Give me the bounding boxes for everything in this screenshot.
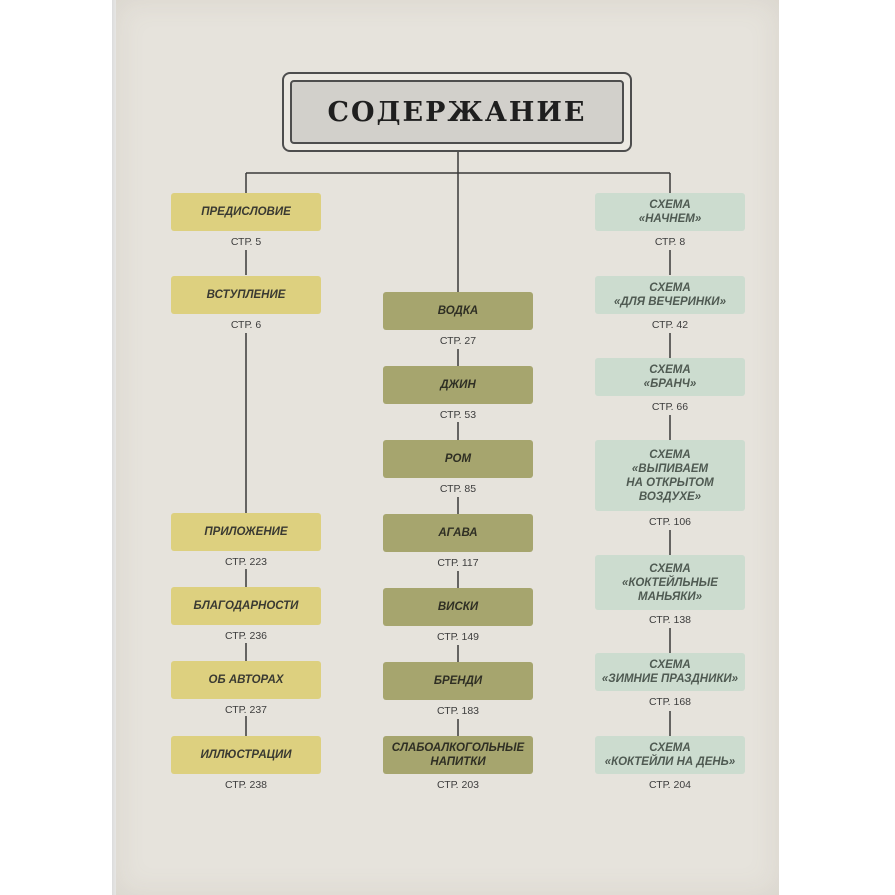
- toc-item-appendix[interactable]: ПРИЛОЖЕНИЕ: [171, 513, 321, 551]
- toc-item-about-authors[interactable]: ОБ АВТОРАХ: [171, 661, 321, 699]
- toc-page-number: СТР. 168: [648, 696, 692, 708]
- toc-page-number: СТР. 42: [651, 319, 689, 331]
- toc-page-number: СТР. 204: [648, 779, 692, 791]
- toc-page-number: СТР. 238: [224, 779, 268, 791]
- toc-page-number: СТР. 106: [648, 516, 692, 528]
- title-frame: [282, 72, 632, 152]
- toc-item-introduction[interactable]: ВСТУПЛЕНИЕ: [171, 276, 321, 314]
- toc-scheme-lets-start[interactable]: СХЕМА «НАЧНЕМ»: [595, 193, 745, 231]
- toc-item-whisky[interactable]: ВИСКИ: [383, 588, 533, 626]
- toc-item-vodka[interactable]: ВОДКА: [383, 292, 533, 330]
- toc-scheme-winter-holidays[interactable]: СХЕМА «ЗИМНИЕ ПРАЗДНИКИ»: [595, 653, 745, 691]
- toc-page-number: СТР. 53: [439, 409, 477, 421]
- toc-page-number: СТР. 237: [224, 704, 268, 716]
- toc-scheme-day-cocktails[interactable]: СХЕМА «КОКТЕЙЛИ НА ДЕНЬ»: [595, 736, 745, 774]
- toc-item-low-alcohol[interactable]: СЛАБОАЛКОГОЛЬНЫЕ НАПИТКИ: [383, 736, 533, 774]
- toc-page-number: СТР. 6: [230, 319, 262, 331]
- toc-scheme-party[interactable]: СХЕМА «ДЛЯ ВЕЧЕРИНКИ»: [595, 276, 745, 314]
- toc-page-number: СТР. 5: [230, 236, 262, 248]
- toc-page-number: СТР. 203: [436, 779, 480, 791]
- toc-item-acknowledgements[interactable]: БЛАГОДАРНОСТИ: [171, 587, 321, 625]
- toc-item-agave[interactable]: АГАВА: [383, 514, 533, 552]
- toc-page-number: СТР. 27: [439, 335, 477, 347]
- toc-page-number: СТР. 85: [439, 483, 477, 495]
- toc-page-number: СТР. 183: [436, 705, 480, 717]
- toc-item-rum[interactable]: РОМ: [383, 440, 533, 478]
- toc-page-number: СТР. 138: [648, 614, 692, 626]
- toc-item-illustrations[interactable]: ИЛЛЮСТРАЦИИ: [171, 736, 321, 774]
- toc-scheme-cocktail-maniacs[interactable]: СХЕМА «КОКТЕЙЛЬНЫЕ МАНЬЯКИ»: [595, 555, 745, 610]
- toc-item-preface[interactable]: ПРЕДИСЛОВИЕ: [171, 193, 321, 231]
- toc-item-gin[interactable]: ДЖИН: [383, 366, 533, 404]
- toc-page-number: СТР. 117: [437, 557, 479, 569]
- toc-page-number: СТР. 149: [436, 631, 480, 643]
- toc-page-number: СТР. 8: [654, 236, 686, 248]
- toc-scheme-brunch[interactable]: СХЕМА «БРАНЧ»: [595, 358, 745, 396]
- title-plate: [290, 80, 624, 144]
- toc-page-number: СТР. 66: [651, 401, 689, 413]
- toc-scheme-outdoors[interactable]: СХЕМА «ВЫПИВАЕМ НА ОТКРЫТОМ ВОЗДУХЕ»: [595, 440, 745, 511]
- toc-page-number: СТР. 236: [224, 630, 268, 642]
- toc-item-brandy[interactable]: БРЕНДИ: [383, 662, 533, 700]
- toc-page-number: СТР. 223: [224, 556, 268, 568]
- page-title: СОДЕРЖАНИЕ: [327, 96, 587, 128]
